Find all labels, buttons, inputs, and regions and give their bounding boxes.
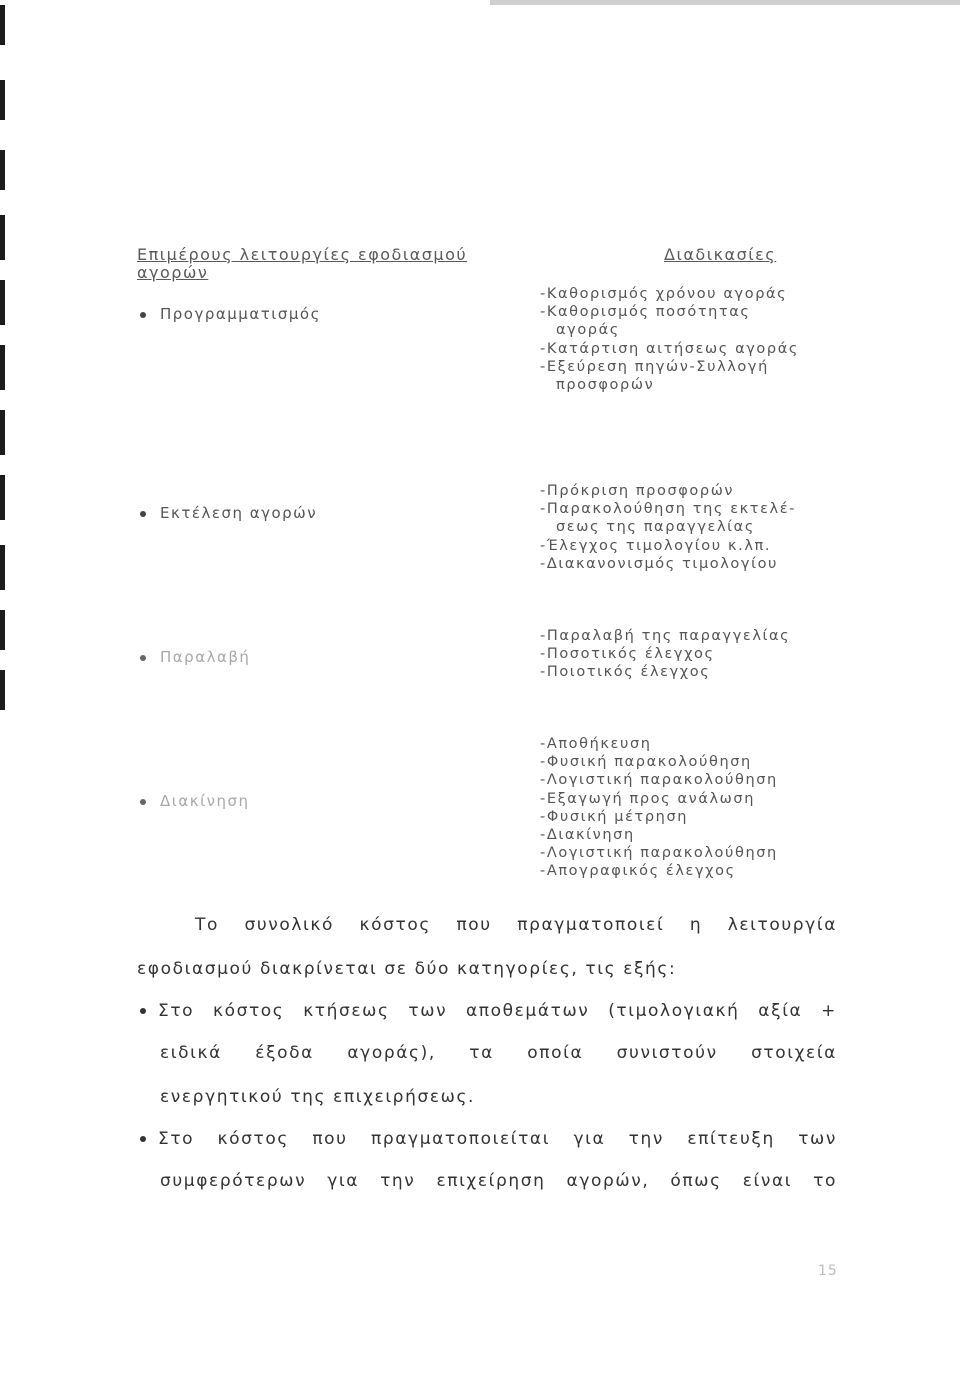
bullet-paragraph-line [137,1001,837,1021]
function-label: Προγραμματισμός [160,305,321,323]
scan-margin-mark [0,545,5,590]
procedure-list [540,735,840,881]
bullet-paragraph-line: ειδικά έξοδα αγοράς), τα οποία συνιστούν στοιχεία [160,1043,837,1063]
scan-margin-mark [0,670,5,710]
procedure-item: -Αποθήκευση [540,736,652,752]
scan-margin-mark [0,150,5,190]
function-label: Εκτέλεση αγορών [160,504,318,522]
procedure-item: -Ποσοτικός έλεγχος [540,646,715,663]
procedure-item: -Καθορισμός ποσότητας [540,304,751,321]
bullet-paragraph-line: ενεργητικού της επιχειρήσεως. [160,1087,476,1107]
paragraph-line: Το συνολικό κόστος που πραγματοποιεί η λειτουργία [195,915,837,935]
procedure-item: -Ποιοτικός έλεγχος [540,664,711,681]
procedure-list [540,482,840,573]
bullet-icon [140,312,146,318]
procedure-item: -Απογραφικός έλεγχος [540,863,736,880]
function-item [137,792,250,810]
procedure-item: -Εξαγωγή προς ανάλωση [540,790,755,807]
procedure-item: -Φυσική μέτρηση [540,808,689,825]
column-header-functions [137,246,527,282]
scan-top-rule [490,0,960,5]
bullet-paragraph-line [137,1129,837,1149]
bullet-text: Στο κόστος που πραγματοποιείται για την επίτευξη των [158,1129,837,1149]
bullet-icon [140,1008,146,1014]
procedure-item: -Πρόκριση προσφορών [540,483,735,499]
function-item [137,504,317,522]
scan-margin-mark [0,5,5,45]
procedure-item: -Εξεύρεση πηγών-Συλλογή [540,358,769,375]
scan-margin-mark [0,280,5,325]
paragraph-line: εφοδιασμού διακρίνεται σε δύο κατηγορίες, τις εξής: [137,959,677,979]
function-item [137,305,321,323]
bullet-icon [140,1136,146,1142]
procedure-item: -Λογιστική παρακολούθηση [540,845,778,862]
column-header-functions-text: Επιμέρους λειτουργίες εφοδιασμού αγορών [137,245,468,282]
scan-margin-mark [0,475,5,520]
procedure-item: -Λογιστική παρακολούθηση [540,772,778,789]
scan-margin-mark [0,215,5,260]
procedure-list [540,627,840,682]
scan-margin-mark [0,410,5,455]
scan-margin-mark [0,345,5,390]
scan-margin-mark [0,80,5,120]
procedure-item: -Παρακολούθηση της εκτελέ- [540,501,797,518]
column-header-procedures: Διαδικασίες [664,245,777,264]
function-label: Παραλαβή [160,648,251,666]
procedure-item: -Φυσική παρακολούθηση [540,754,752,771]
procedure-item: σεως της παραγγελίας [556,519,755,536]
bullet-icon [140,799,146,805]
function-item [137,648,250,666]
scan-margin-mark [0,610,5,650]
bullet-icon [140,511,146,517]
bullet-icon [140,655,146,661]
procedure-item: -Καθορισμός χρόνου αγοράς [540,286,788,302]
page-number: 15 [818,1263,838,1279]
procedure-list [540,285,840,394]
procedure-item: -Παραλαβή της παραγγελίας [540,628,791,644]
bullet-text: Στο κόστος κτήσεως των αποθεμάτων (τιμολογιακή αξία + [158,1001,837,1021]
function-label: Διακίνηση [160,792,250,810]
procedure-item: -Διακανονισμός τιμολογίου [540,555,779,572]
procedure-item: -Διακίνηση [540,827,635,844]
procedure-item: -Κατάρτιση αιτήσεως αγοράς [540,340,799,357]
procedure-item: προσφορών [556,377,655,394]
bullet-paragraph-line: συμφερότερων για την επιχείρηση αγορών, όπως είναι το [160,1171,837,1191]
procedure-item: -Έλεγχος τιμολογίου κ.λπ. [540,537,772,554]
procedure-item: αγοράς [556,322,620,339]
